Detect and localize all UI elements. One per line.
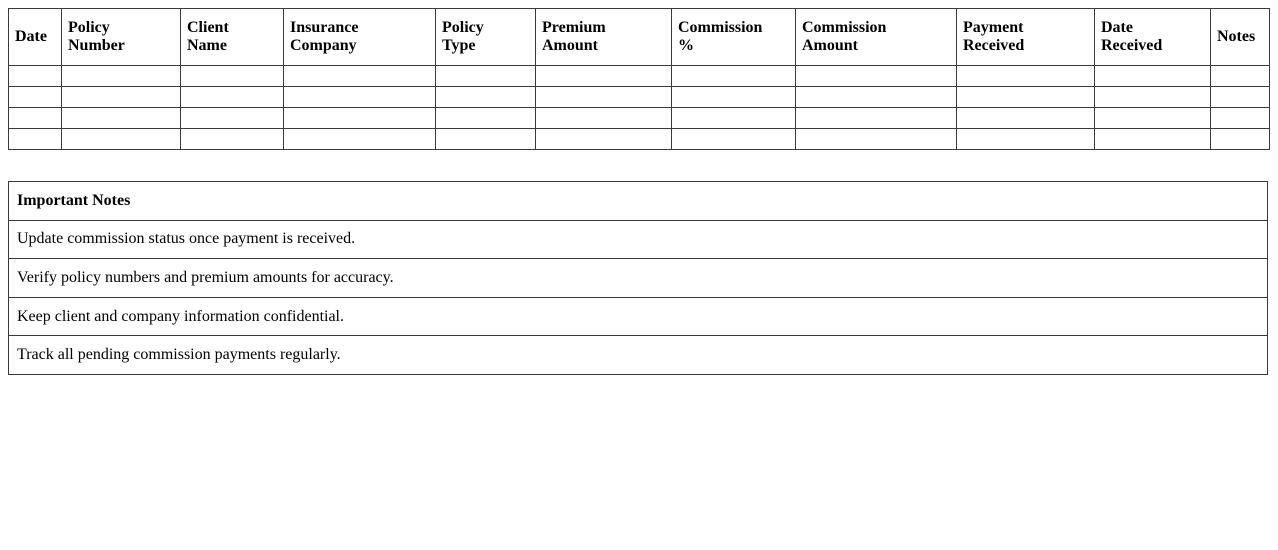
empty-cell [796, 129, 957, 150]
empty-cell [1211, 87, 1270, 108]
note-item: Verify policy numbers and premium amounts for accuracy. [9, 259, 1268, 298]
column-header-insurance-company-label: Insurance Company [290, 18, 359, 54]
column-header-payment-received [957, 9, 1095, 66]
empty-cell [796, 108, 957, 129]
empty-cell [957, 66, 1095, 87]
empty-cell [1211, 129, 1270, 150]
empty-cell [181, 66, 284, 87]
tracker-empty-row [9, 66, 1270, 87]
empty-cell [9, 87, 62, 108]
empty-cell [536, 66, 672, 87]
empty-cell [436, 87, 536, 108]
column-header-date-received [1095, 9, 1211, 66]
column-header-date [9, 9, 62, 66]
empty-cell [536, 108, 672, 129]
empty-cell [672, 87, 796, 108]
column-header-policy-number-label: Policy Number [68, 18, 125, 54]
empty-cell [1095, 87, 1211, 108]
tracker-empty-row [9, 87, 1270, 108]
empty-cell [181, 129, 284, 150]
column-header-commission-amount-label: Commission Amount [802, 18, 887, 54]
column-header-client-name-label: Client Name [187, 18, 229, 54]
empty-cell [9, 66, 62, 87]
empty-cell [62, 108, 181, 129]
tracker-empty-row [9, 129, 1270, 150]
column-header-insurance-company [284, 9, 436, 66]
column-header-commission-percent [672, 9, 796, 66]
column-header-commission-percent-label: Commission % [678, 18, 763, 54]
empty-cell [436, 108, 536, 129]
empty-cell [284, 129, 436, 150]
empty-cell [181, 87, 284, 108]
column-header-policy-type-label: Policy Type [442, 18, 484, 54]
empty-cell [672, 108, 796, 129]
empty-cell [62, 87, 181, 108]
column-header-date-received-label: Date Received [1101, 18, 1163, 54]
tracker-header-row [9, 9, 1270, 66]
empty-cell [672, 129, 796, 150]
empty-cell [1095, 129, 1211, 150]
empty-cell [796, 66, 957, 87]
column-header-policy-number [62, 9, 181, 66]
important-notes-table [8, 181, 1268, 375]
column-header-notes [1211, 9, 1270, 66]
empty-cell [284, 108, 436, 129]
note-item: Update commission status once payment is received. [9, 220, 1268, 259]
column-header-policy-type [436, 9, 536, 66]
column-header-commission-amount [796, 9, 957, 66]
empty-cell [796, 87, 957, 108]
tracker-empty-row [9, 108, 1270, 129]
note-row [9, 220, 1268, 259]
empty-cell [1095, 108, 1211, 129]
column-header-premium-amount [536, 9, 672, 66]
empty-cell [536, 129, 672, 150]
note-row [9, 297, 1268, 336]
empty-cell [62, 129, 181, 150]
column-header-payment-received-label: Payment Received [963, 18, 1025, 54]
empty-cell [284, 87, 436, 108]
column-header-date-label: Date [15, 27, 47, 45]
important-notes-title: Important Notes [9, 182, 1268, 221]
empty-cell [1211, 108, 1270, 129]
empty-cell [181, 108, 284, 129]
empty-cell [1211, 66, 1270, 87]
empty-cell [9, 108, 62, 129]
note-row [9, 259, 1268, 298]
important-notes-header-row [9, 182, 1268, 221]
note-row [9, 336, 1268, 375]
empty-cell [9, 129, 62, 150]
note-item: Track all pending commission payments regularly. [9, 336, 1268, 375]
note-item: Keep client and company information confidential. [9, 297, 1268, 336]
empty-cell [957, 108, 1095, 129]
column-header-notes-label: Notes [1217, 27, 1256, 45]
column-header-client-name [181, 9, 284, 66]
empty-cell [672, 66, 796, 87]
column-header-premium-amount-label: Premium Amount [542, 18, 606, 54]
commission-tracker-table [8, 8, 1270, 150]
empty-cell [957, 129, 1095, 150]
empty-cell [536, 87, 672, 108]
empty-cell [1095, 66, 1211, 87]
empty-cell [436, 129, 536, 150]
empty-cell [284, 66, 436, 87]
empty-cell [957, 87, 1095, 108]
empty-cell [436, 66, 536, 87]
empty-cell [62, 66, 181, 87]
